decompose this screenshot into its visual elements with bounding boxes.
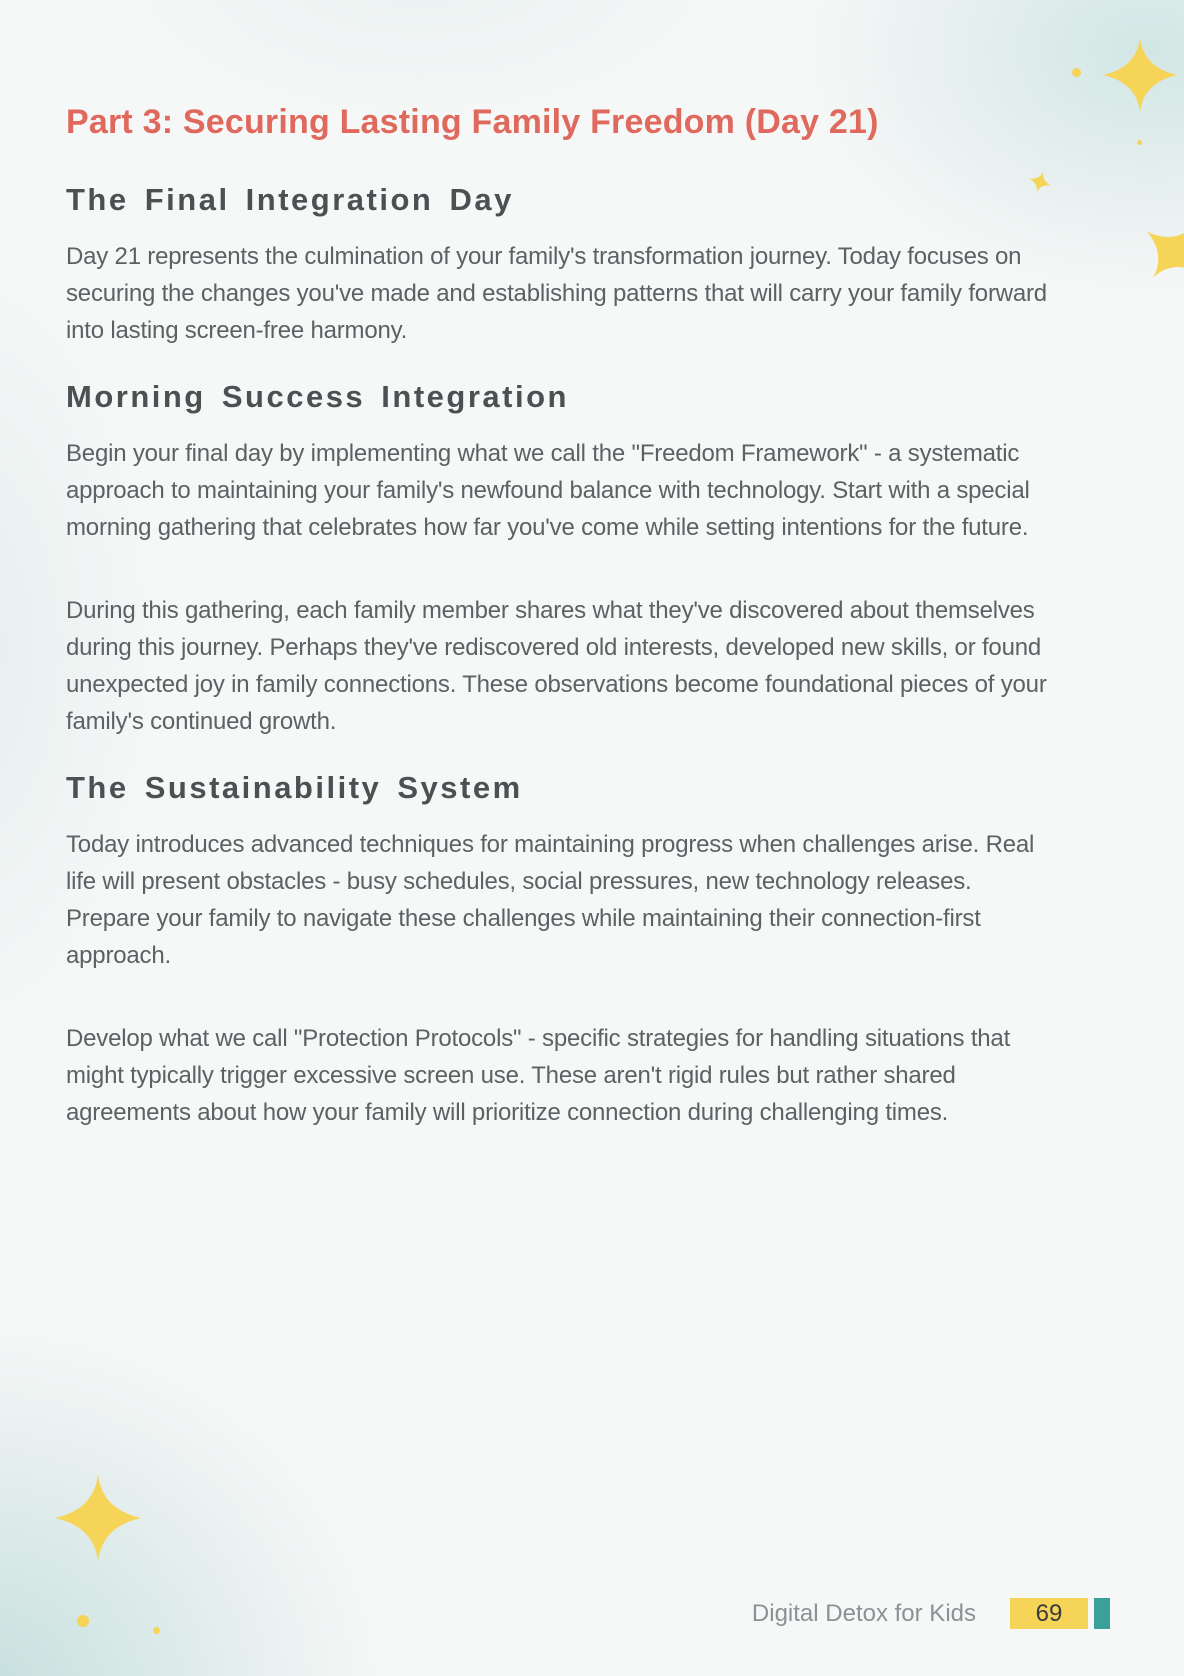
paragraph: Develop what we call "Protection Protocols" - specific strategies for handling situations that might typically trigger excessive screen use. These aren't rigid rules but rather shared agreements about how your family will prioritize connection during challenging times. [66, 1025, 1011, 1126]
section-heading: The Final Integration Day [66, 182, 514, 217]
section-morning-success-integration [66, 380, 1066, 740]
page-content [66, 103, 1066, 1162]
sparkle-dot-icon [1072, 68, 1081, 77]
section-heading: The Sustainability System [66, 770, 523, 805]
page-footer [752, 1598, 1110, 1629]
sparkle-icon [1127, 206, 1184, 299]
book-title: Digital Detox for Kids [751, 1599, 976, 1627]
page-number-badge: 69 [1010, 1598, 1088, 1629]
sparkle-dot-icon [1137, 140, 1142, 145]
sparkle-dot-icon [77, 1615, 89, 1627]
page-title: Part 3: Securing Lasting Family Freedom (Day 21) [66, 103, 879, 141]
paragraph: Today introduces advanced techniques for maintaining progress when challenges arise. Real life will present obstacles - busy schedules, social pressures, new technology releases. Prepare your family to navigate these challenges while maintaining their connection-first approach. [66, 831, 1035, 969]
sparkle-icon [1103, 37, 1177, 113]
section-heading: Morning Success Integration [66, 379, 569, 414]
section-final-integration-day [66, 183, 1066, 349]
accent-bar [1094, 1598, 1110, 1629]
paragraph: During this gathering, each family member shares what they've discovered about themselves during this journey. Perhaps they've rediscovered old interests, developed new skills, or found unexpected joy in family connections. These observations become foundational pieces of your family's continued growth. [66, 597, 1047, 735]
sparkle-dot-icon [153, 1627, 160, 1634]
section-sustainability-system [66, 771, 1066, 1131]
paragraph: Begin your final day by implementing what we call the "Freedom Framework" - a systematic approach to maintaining your family's newfound balance with technology. Start with a special morning gathering that celebrates how far you've come while setting intentions for the future. [66, 440, 1030, 541]
sparkle-icon [55, 1474, 141, 1562]
paragraph: Day 21 represents the culmination of your family's transformation journey. Today focuses on securing the changes you've made and establishing patterns that will carry your family forward into lasting screen-free harmony. [66, 243, 1047, 344]
